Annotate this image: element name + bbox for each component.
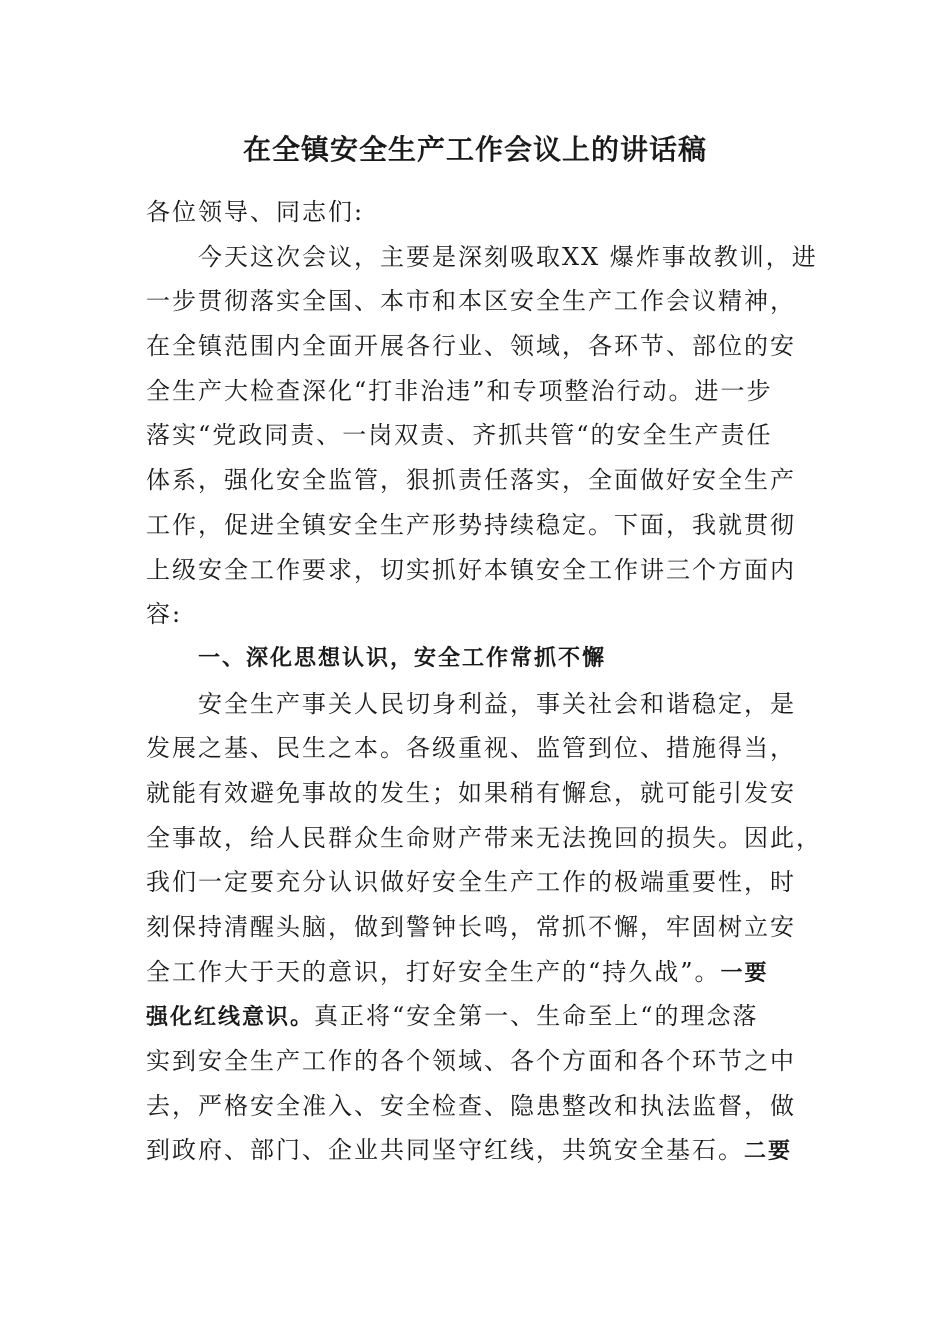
paragraph-line: [146, 994, 806, 1039]
salutation: 各位领导、同志们:: [146, 198, 365, 226]
line-text: 全工作大于天的意识，打好安全生产的“持久战”。: [146, 957, 721, 986]
paragraph-line: 落实“党政同责、一岗双责、齐抓共管“的安全生产责任: [146, 421, 773, 450]
paragraph-line: 在全镇范围内全面开展各行业、领域，各环节、部位的安: [146, 332, 796, 361]
paragraph-line: 一步贯彻落实全国、本市和本区安全生产工作会议精神，: [146, 287, 796, 316]
paragraph-line: 刻保持清醒头脑，做到警钟长鸣，常抓不懈，牢固树立安: [146, 913, 796, 941]
paragraph-line: 全事故，给人民群众生命财产带来无法挽回的损失。因此，: [146, 823, 822, 852]
emphasis-text: 一要: [720, 960, 769, 986]
document-body: [146, 190, 822, 1173]
emphasis-text: 强化红线意识。: [146, 1005, 315, 1031]
paragraph-line: 工作，促进全镇安全生产形势持续稳定。下面，我就贯彻: [146, 510, 796, 539]
emphasis-text: 二要: [744, 1139, 793, 1165]
line-text: 到政府、部门、企业共同坚守红线，共筑安全基石。: [146, 1136, 744, 1165]
paragraph-line: 去，严格安全准入、安全检查、隐患整改和执法监督，做: [146, 1091, 796, 1120]
paragraph-line: 容:: [146, 600, 183, 629]
paragraph-line: 就能有效避免事故的发生；如果稍有懈怠，就可能引发安: [146, 778, 796, 807]
paragraph-line: 实到安全生产工作的各个领域、各个方面和各个环节之中: [146, 1047, 796, 1076]
paragraph-line: 发展之基、民生之本。各级重视、监管到位、措施得当，: [146, 734, 796, 763]
line-text: 真正将“安全第一、生命至上“的理念落: [314, 1002, 759, 1031]
paragraph-line: 今天这次会议，主要是深刻吸取XX 爆炸事故教训，进: [198, 242, 818, 271]
paragraph-line: [146, 1128, 806, 1173]
paragraph-line: 体系，强化安全监管，狠抓责任落实，全面做好安全生产: [146, 466, 796, 495]
paragraph-line: 安全生产事关人民切身利益，事关社会和谐稳定，是: [198, 689, 796, 718]
paragraph-line: 我们一定要充分认识做好安全生产工作的极端重要性，时: [146, 868, 796, 897]
document-title: 在全镇安全生产工作会议上的讲话稿: [242, 133, 707, 166]
paragraph-line: 全生产大检查深化“打非治违”和专项整治行动。进一步: [146, 376, 773, 405]
paragraph-line: [146, 950, 806, 995]
section-heading: 一、深化思想认识，安全工作常抓不懈: [198, 645, 607, 671]
paragraph-line: 上级安全工作要求，切实抓好本镇安全工作讲三个方面内: [146, 555, 796, 584]
